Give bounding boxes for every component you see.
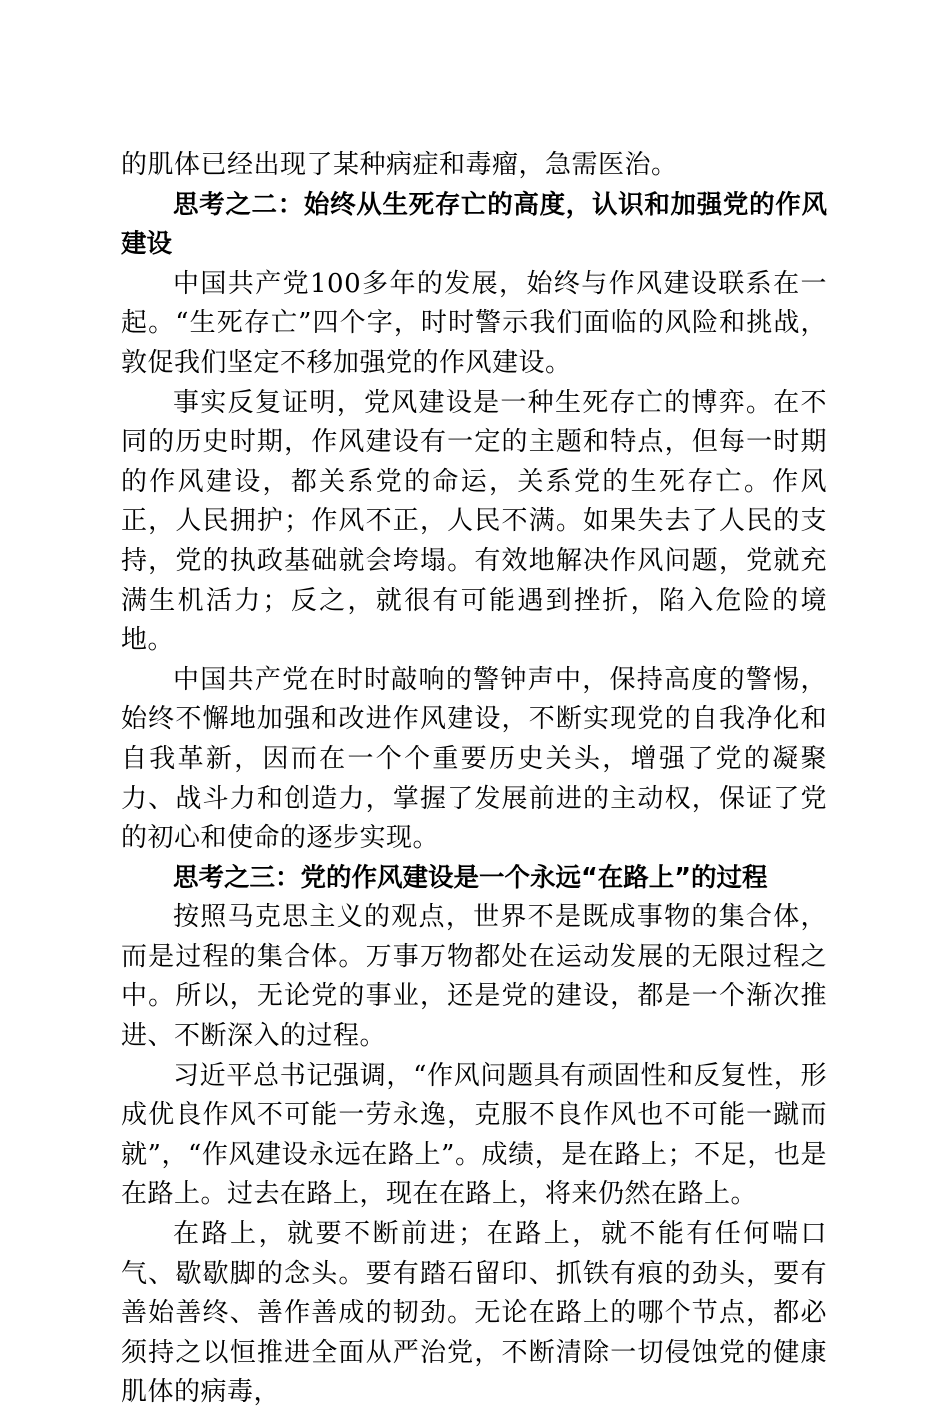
continuation-paragraph: 的肌体已经出现了某种病症和毒瘤，急需医治。 — [121, 150, 678, 180]
section-2-heading: 思考之二：始终从生死存亡的高度，认识和加强党的作风建设 — [121, 189, 827, 260]
section-3-paragraph-1: 按照马克思主义的观点，世界不是既成事物的集合体，而是过程的集合体。万事万物都处在运动发展的无限过程之中。所以，无论党的事业，还是党的建设，都是一个渐次推进、不断深入的过程。 — [121, 902, 827, 1052]
section-2-paragraph-3: 中国共产党在时时敲响的警钟声中，保持高度的警惕，始终不懈地加强和改进作风建设，不断实现党的自我净化和自我革新，因而在一个个重要历史关头，增强了党的凝聚力、战斗力和创造力，掌握了发展前进的主动权，保证了党的初心和使命的逐步实现。 — [121, 664, 827, 854]
section-2-paragraph-1: 中国共产党100多年的发展，始终与作风建设联系在一起。“生死存亡”四个字，时时警示我们面临的风险和挑战，敦促我们坚定不移加强党的作风建设。 — [121, 268, 827, 378]
section-3-paragraph-3: 在路上，就要不断前进；在路上，就不能有任何喘口气、歇歇脚的念头。要有踏石留印、抓铁有痕的劲头，要有善始善终、善作善成的韧劲。无论在路上的哪个节点，都必须持之以恒推进全面从严治党，不断清除一切侵蚀党的健康肌体的病毒， — [121, 1219, 827, 1408]
section-2-paragraph-2: 事实反复证明，党风建设是一种生死存亡的博弈。在不同的历史时期，作风建设有一定的主题和特点，但每一时期的作风建设，都关系党的命运，关系党的生死存亡。作风正，人民拥护；作风不正，人民不满。如果失去了人民的支持，党的执政基础就会垮塌。有效地解决作风问题，党就充满生机活力；反之，就很有可能遇到挫折，陷入危险的境地。 — [121, 387, 827, 656]
section-3-heading: 思考之三：党的作风建设是一个永远“在路上”的过程 — [173, 862, 768, 893]
document-page — [121, 146, 827, 1413]
section-3-paragraph-2: 习近平总书记强调，“作风问题具有顽固性和反复性，形成优良作风不可能一劳永逸，克服不良作风也不可能一蹴而就”，“作风建设永远在路上”。成绩，是在路上；不足，也是在路上。过去在路上，现在在路上，将来仍然在路上。 — [121, 1060, 827, 1210]
